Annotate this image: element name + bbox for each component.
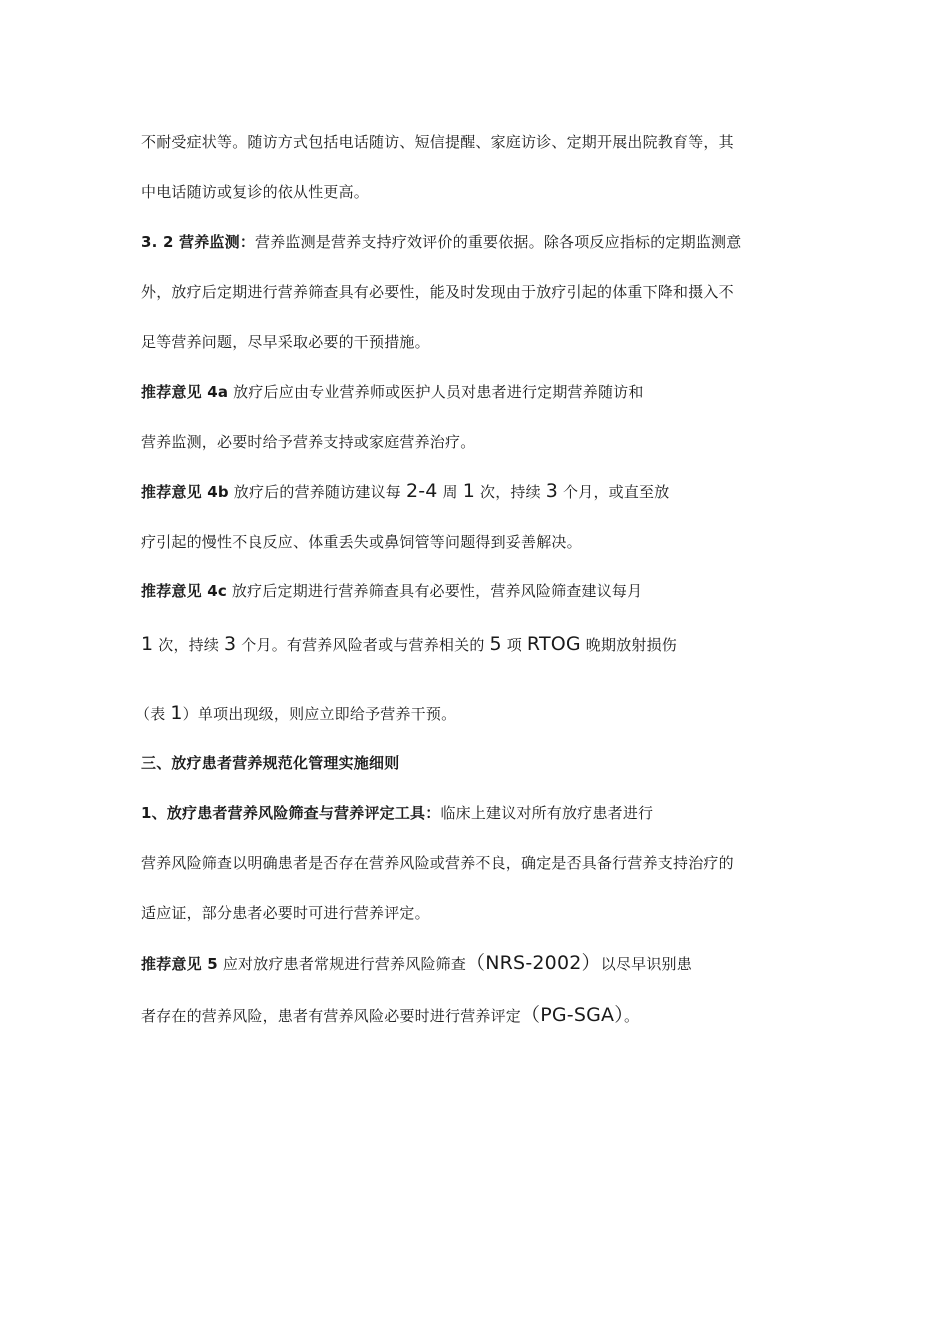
text-span: （表 xyxy=(135,705,171,723)
text-span: 临床上建议对所有放疗患者进行 xyxy=(440,804,654,822)
paragraph-line xyxy=(141,282,734,302)
text-span: 放疗后的营养随访建议每 xyxy=(228,483,406,501)
number-span: 3 xyxy=(545,480,559,502)
paragraph-line xyxy=(141,853,734,873)
recommendation-4b-line xyxy=(141,481,669,502)
text-span: ）单项出现级，则应立即给予营养干预。 xyxy=(182,705,457,723)
text-span: 应对放疗患者常规进行营养风险筛查 xyxy=(217,955,467,973)
number-span: 2-4 xyxy=(405,480,438,502)
text-span: 营养风险筛查以明确患者是否存在营养风险或营养不良，确定是否具备行营养支持治疗的 xyxy=(141,854,734,872)
item-1-line xyxy=(141,803,653,823)
recommendation-5-label: 推荐意见 5 xyxy=(141,955,218,973)
paragraph-line xyxy=(135,703,456,724)
text-span: 以尽早识别患 xyxy=(600,955,692,973)
paragraph-line xyxy=(141,332,430,352)
text-span: 项 xyxy=(501,636,527,654)
text-span: 足等营养问题，尽早采取必要的干预措施。 xyxy=(141,333,430,351)
text-span: 。 xyxy=(623,1007,640,1025)
paragraph-line xyxy=(141,903,430,923)
text-span: 不耐受症状等。随访方式包括电话随访、短信提醒、家庭访诊、定期开展出院教育等，其 xyxy=(141,133,734,151)
number-span: 1 xyxy=(170,702,183,724)
recommendation-4b-label: 推荐意见 4b xyxy=(141,483,229,501)
recommendation-4c-line xyxy=(141,581,642,601)
text-span: 者存在的营养风险，患者有营养风险必要时进行营养评定 xyxy=(141,1007,522,1025)
recommendation-4a-label: 推荐意见 4a xyxy=(141,383,229,401)
number-span: RTOG xyxy=(526,633,581,655)
text-span: 营养监测是营养支持疗效评价的重要依据。除各项反应指标的定期监测意 xyxy=(255,233,742,251)
recommendation-4c-label: 推荐意见 4c xyxy=(141,582,227,600)
item-1-title: 1、放疗患者营养风险筛查与营养评定工具： xyxy=(141,804,441,822)
section-3-2-title: 3. 2 营养监测： xyxy=(141,233,256,251)
paragraph-line xyxy=(141,432,475,452)
paragraph-line xyxy=(141,532,582,552)
paragraph-line xyxy=(141,1005,639,1026)
text-span: 外，放疗后定期进行营养筛查具有必要性，能及时发现由于放疗引起的体重下降和摄入不 xyxy=(141,283,734,301)
section-3-heading: 三、放疗患者营养规范化管理实施细则 xyxy=(141,754,400,772)
recommendation-5-line xyxy=(141,953,692,974)
text-span: 晚期放射损伤 xyxy=(580,636,677,654)
text-span: 营养监测，必要时给予营养支持或家庭营养治疗。 xyxy=(141,433,476,451)
text-span: 次，持续 xyxy=(475,483,546,501)
text-span: 放疗后定期进行营养筛查具有必要性，营养风险筛查建议每月 xyxy=(226,582,643,600)
number-span: 1 xyxy=(462,480,476,502)
text-span: 放疗后应由专业营养师或医护人员对患者进行定期营养随访和 xyxy=(228,383,644,401)
paragraph-line xyxy=(141,182,369,202)
recommendation-4a-line xyxy=(141,382,644,402)
section-3-2-line xyxy=(141,232,741,252)
number-span: 5 xyxy=(489,633,502,655)
text-span: 个月。有营养风险者或与营养相关的 xyxy=(236,636,490,654)
text-span: 次，持续 xyxy=(153,636,225,654)
text-span: 个月，或直至放 xyxy=(558,483,670,501)
code-span: （PG-SGA） xyxy=(521,1004,624,1026)
number-span: 1 xyxy=(141,633,154,655)
text-span: 周 xyxy=(437,483,463,501)
paragraph-line xyxy=(141,634,677,655)
number-span: 3 xyxy=(224,633,237,655)
text-span: 疗引起的慢性不良反应、体重丢失或鼻饲管等问题得到妥善解决。 xyxy=(141,533,582,551)
text-span: 适应证，部分患者必要时可进行营养评定。 xyxy=(141,904,430,922)
code-span: （NRS-2002） xyxy=(466,952,601,974)
paragraph-line xyxy=(141,132,734,152)
text-span: 中电话随访或复诊的依从性更高。 xyxy=(141,183,370,201)
